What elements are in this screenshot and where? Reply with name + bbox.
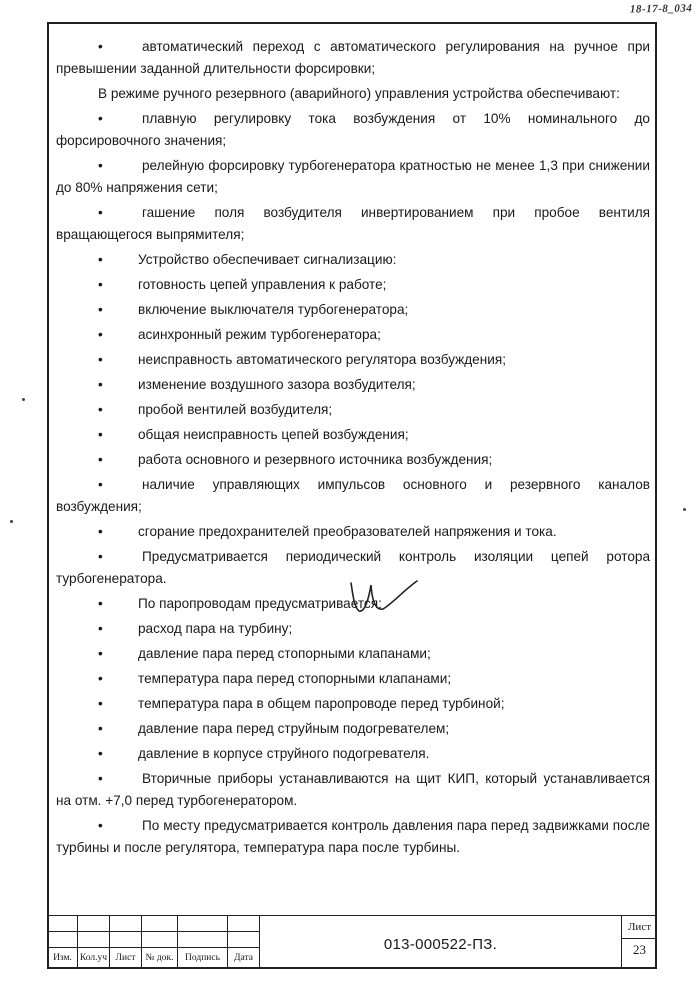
- list-item-text: готовность цепей управления к работе;: [138, 277, 387, 292]
- sheet-label: Лист: [622, 916, 657, 939]
- bullet-icon: •: [98, 671, 103, 686]
- label-count: Кол.уч: [78, 948, 110, 969]
- bullet-paragraph: • Предусматривается периодический контроль изоляции цепей ротора турбогенератора.: [56, 546, 650, 590]
- list-item: [56, 643, 650, 665]
- bullet-paragraph: • гашение поля возбудителя инвертированием при пробое вентиля вращающегося выпрямителя;: [56, 202, 650, 246]
- bullet-paragraph: • плавную регулировку тока возбуждения от 10% номинального до форсировочного значения;: [56, 108, 650, 152]
- label-doc-number: № док.: [142, 948, 178, 969]
- list-item-text: температура пара в общем паропроводе перед турбиной;: [138, 696, 505, 711]
- list-item-text: Устройство обеспечивает сигнализацию:: [138, 252, 397, 267]
- bullet-paragraph: • автоматический переход с автоматического регулирования на ручное при превышении заданной длительности форсировки;: [56, 36, 650, 80]
- bullet-icon: •: [98, 524, 103, 539]
- list-item: [56, 693, 650, 715]
- list-item: [56, 299, 650, 321]
- bullet-paragraph: • наличие управляющих импульсов основного и резервного каналов возбуждения;: [56, 474, 650, 518]
- stamp-code: 18-17-8_034: [629, 2, 693, 16]
- list-item-text: включение выключателя турбогенератора;: [138, 302, 409, 317]
- sheet-number: 23: [633, 942, 646, 957]
- bullet-icon: •: [98, 327, 103, 342]
- bullet-paragraph: • релейную форсировку турбогенератора кратностью не менее 1,3 при снижении до 80% напряжения сети;: [56, 155, 650, 199]
- bullet-icon: •: [98, 746, 103, 761]
- bullet-icon: •: [98, 721, 103, 736]
- bullet-icon: •: [98, 277, 103, 292]
- bullet-icon: •: [98, 596, 103, 611]
- bullet-icon: •: [98, 646, 103, 661]
- sheet-cell: [621, 915, 657, 969]
- bullet-icon: •: [98, 621, 103, 636]
- bullet-icon: •: [98, 302, 103, 317]
- list-item: [56, 274, 650, 296]
- label-date: Дата: [228, 948, 260, 969]
- title-block: [47, 915, 657, 969]
- list-item-text: давление пара перед струйным подогревателем;: [138, 721, 450, 736]
- scan-speck: [10, 520, 13, 523]
- revision-table: [47, 915, 260, 969]
- list-item-text: давление в корпусе струйного подогревателя.: [138, 746, 430, 761]
- bullet-icon: •: [98, 452, 103, 467]
- list-item-text: расход пара на турбину;: [138, 621, 293, 636]
- list-item-text: изменение воздушного зазора возбудителя;: [138, 377, 416, 392]
- bullet-icon: •: [98, 696, 103, 711]
- scan-speck: [683, 508, 686, 511]
- list-item-text: давление пара перед стопорными клапанами;: [138, 646, 431, 661]
- handwritten-signature: [345, 573, 425, 623]
- list-item: [56, 324, 650, 346]
- document-code-cell: [259, 915, 621, 969]
- list-item-text: По паропроводам предусматривается:: [138, 596, 382, 611]
- document-body: [56, 36, 650, 862]
- list-item-text: неисправность автоматического регулятора возбуждения;: [138, 352, 506, 367]
- list-item: [56, 718, 650, 740]
- list-item: [56, 399, 650, 421]
- list-item-text: сгорание предохранителей преобразователей напряжения и тока.: [138, 524, 557, 539]
- paragraph: В режиме ручного резервного (аварийного) управления устройства обеспечивают:: [98, 86, 620, 101]
- list-item: [56, 668, 650, 690]
- list-item-text: работа основного и резервного источника возбуждения;: [138, 452, 493, 467]
- list-item-text: пробой вентилей возбудителя;: [138, 402, 333, 417]
- list-item-text: асинхронный режим турбогенератора;: [138, 327, 381, 342]
- list-item: [56, 374, 650, 396]
- label-signature: Подпись: [178, 948, 228, 969]
- list-item: [56, 743, 650, 765]
- list-item: [56, 449, 650, 471]
- list-item: [56, 424, 650, 446]
- bullet-paragraph: • Вторичные приборы устанавливаются на щит КИП, который устанавливается на отм. +7,0 перед турбогенератором.: [56, 768, 650, 812]
- bullet-icon: •: [98, 377, 103, 392]
- list-item-text: общая неисправность цепей возбуждения;: [138, 427, 409, 442]
- bullet-icon: •: [98, 402, 103, 417]
- label-sheet: Лист: [110, 948, 142, 969]
- list-item: [56, 249, 650, 271]
- bullet-paragraph: • По месту предусматривается контроль давления пара перед задвижками после турбины и после регулятора, температура пара после турбины.: [56, 815, 650, 859]
- document-code: 013-000522-ПЗ.: [383, 936, 498, 953]
- bullet-icon: •: [98, 252, 103, 267]
- list-item: [56, 349, 650, 371]
- scan-speck: [22, 398, 25, 401]
- list-item: [56, 521, 650, 543]
- bullet-icon: •: [98, 427, 103, 442]
- list-item-text: температура пара перед стопорными клапанами;: [138, 671, 452, 686]
- bullet-icon: •: [98, 352, 103, 367]
- label-change: Изм.: [48, 948, 78, 969]
